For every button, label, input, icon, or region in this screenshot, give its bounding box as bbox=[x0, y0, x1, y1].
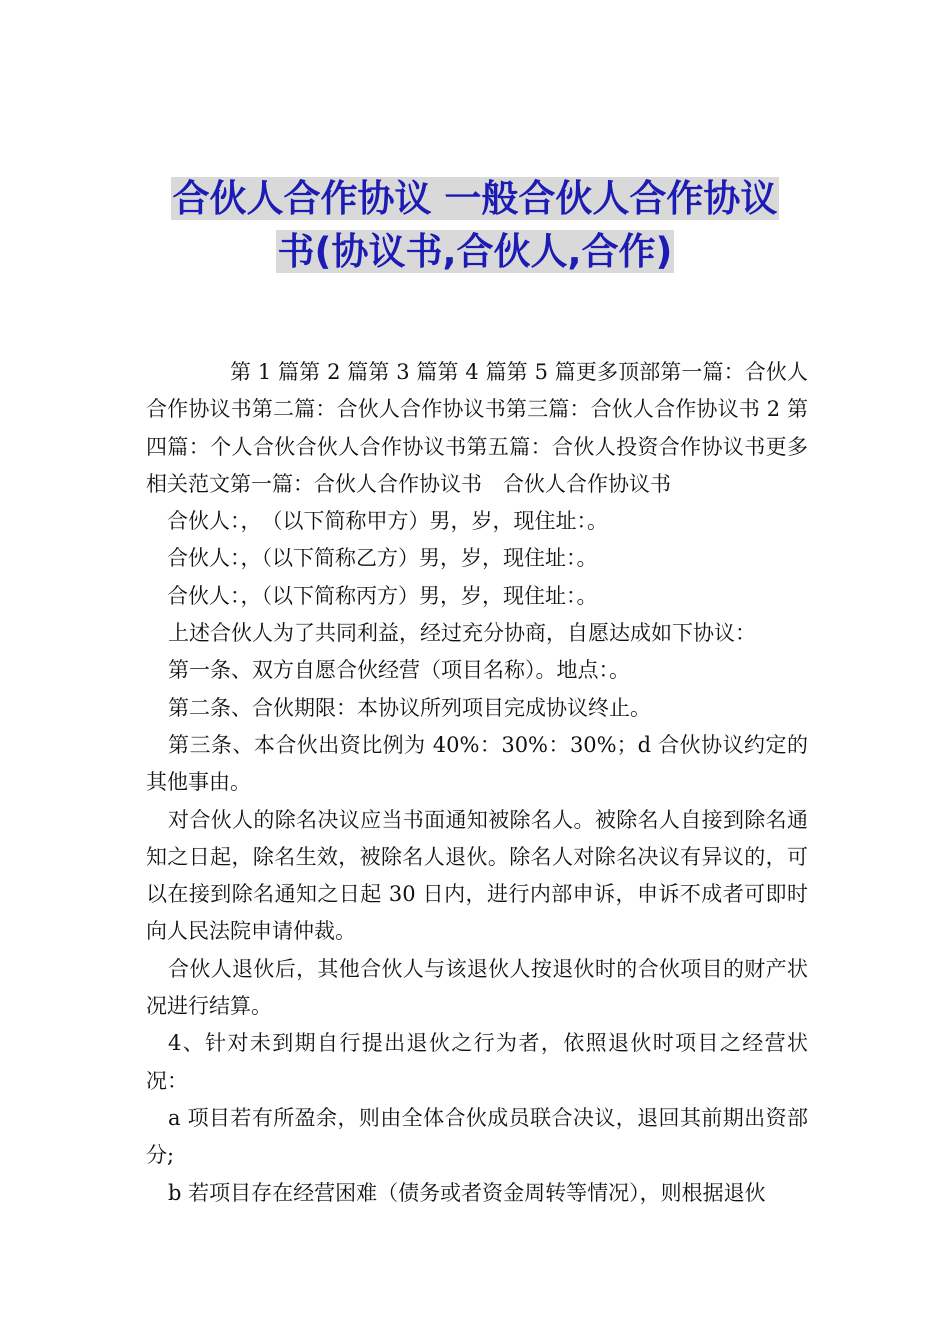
expulsion-paragraph: 对合伙人的除名决议应当书面通知被除名人。被除名人自接到除名通知之日起，除名生效，被除名人退伙。除名人对除名决议有异议的，可以在接到除名通知之日起 30 日内，进行内部申诉，申诉不成者可即时向人民法院申请仲裁。 bbox=[146, 807, 808, 944]
document-title bbox=[100, 172, 850, 278]
party-b-paragraph: 合伙人：，（以下简称乙方）男，岁，现住址：。 bbox=[167, 546, 598, 571]
clause-4a-paragraph: a 项目若有所盈余，则由全体合伙成员联合决议，退回其前期出资部分; bbox=[146, 1105, 808, 1168]
document-body bbox=[146, 354, 808, 1212]
agreement-intro-paragraph: 上述合伙人为了共同利益，经过充分协商，自愿达成如下协议： bbox=[168, 621, 756, 646]
party-a-paragraph: 合伙人：， （以下简称甲方）男，岁，现住址：。 bbox=[167, 509, 608, 534]
article-2-paragraph: 第二条、合伙期限：本协议所列项目完成协议终止。 bbox=[168, 695, 651, 720]
settlement-paragraph: 合伙人退伙后，其他合伙人与该退伙人按退伙时的合伙项目的财产状况进行结算。 bbox=[146, 956, 808, 1019]
article-3-paragraph: 第三条、本合伙出资比例为 40%：30%：30%；d 合伙协议约定的其他事由。 bbox=[146, 732, 808, 795]
article-1-paragraph: 第一条、双方自愿合伙经营（项目名称）。地点：。 bbox=[168, 658, 630, 683]
clause-4b-paragraph: b 若项目存在经营困难（债务或者资金周转等情况），则根据退伙 bbox=[168, 1180, 766, 1205]
title-line-2: 书(协议书,合伙人,合作) bbox=[277, 230, 673, 273]
clause-4-paragraph: 4、针对未到期自行提出退伙之行为者，依照退伙时项目之经营状况： bbox=[146, 1031, 808, 1093]
party-c-paragraph: 合伙人：，（以下简称丙方）男，岁，现住址：。 bbox=[167, 583, 598, 608]
intro-paragraph: 第 1 篇第 2 篇第 3 篇第 4 篇第 5 篇更多顶部第一篇：合伙人合作协议书第二篇：合伙人合作协议书第三篇：合伙人合作协议书 2 第四篇：个人合伙合伙人合作协议书第五篇：合伙人投资合作协议书更多相关范文第一篇：合伙人合作协议书 合伙人合作协议书 bbox=[146, 360, 808, 496]
title-line-1: 合伙人合作协议 一般合伙人合作协议 bbox=[172, 177, 778, 220]
